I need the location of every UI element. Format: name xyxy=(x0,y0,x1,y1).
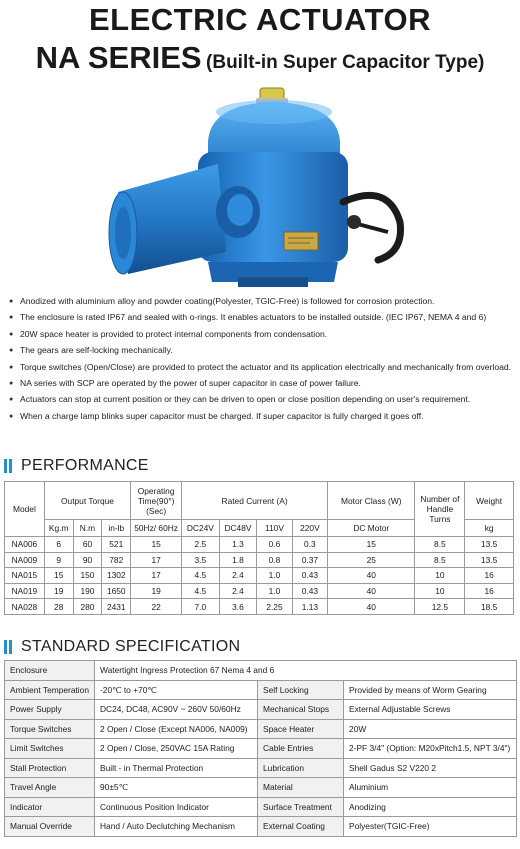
table-cell: 16 xyxy=(465,568,514,584)
spec-label: Surface Treatment xyxy=(258,797,344,817)
spec-value: Aluminium xyxy=(344,778,517,798)
table-cell: 0.6 xyxy=(257,537,292,553)
spec-label: Stall Protection xyxy=(5,758,95,778)
table-cell: 12.5 xyxy=(415,599,465,615)
table-cell: 782 xyxy=(102,552,131,568)
sub-110v: 110V xyxy=(257,520,292,537)
table-row xyxy=(5,599,514,615)
table-cell: 190 xyxy=(73,583,102,599)
feature-list xyxy=(8,296,514,427)
spec-label: Indicator xyxy=(5,797,95,817)
model-cell: NA006 xyxy=(5,537,45,553)
table-cell: 40 xyxy=(328,583,415,599)
table-row xyxy=(5,719,517,739)
table-row xyxy=(5,758,517,778)
page-title: ELECTRIC ACTUATOR xyxy=(88,2,432,37)
table-cell: 2.4 xyxy=(219,583,257,599)
heading-bar-icon xyxy=(4,459,7,473)
spec-label: Space Heater xyxy=(258,719,344,739)
spec-value: Shell Gadus S2 V220 2 xyxy=(344,758,517,778)
col-handle-turns: Number of Handle Turns xyxy=(415,482,465,537)
table-cell: 3.5 xyxy=(182,552,220,568)
sub-220v: 220V xyxy=(292,520,327,537)
col-model: Model xyxy=(5,482,45,537)
spec-label: Ambient Temperation xyxy=(5,680,95,700)
sub-dc24: DC24V xyxy=(182,520,220,537)
sub-nm: N.m xyxy=(73,520,102,537)
table-cell: 10 xyxy=(415,568,465,584)
table-cell: 0.8 xyxy=(257,552,292,568)
table-row xyxy=(5,661,517,681)
table-row xyxy=(5,552,514,568)
table-cell: 13.5 xyxy=(465,537,514,553)
sub-kgm: Kg.m xyxy=(44,520,73,537)
spec-value: DC24, DC48, AC90V ~ 260V 50/60Hz xyxy=(95,700,258,720)
table-cell: 1.13 xyxy=(292,599,327,615)
table-cell: 1.0 xyxy=(257,568,292,584)
spec-label: Mechanical Stops xyxy=(258,700,344,720)
table-cell: 4.5 xyxy=(182,568,220,584)
table-cell: 1.0 xyxy=(257,583,292,599)
table-cell: 16 xyxy=(465,583,514,599)
list-item: ● Actuators can stop at current position or they can be driven to open or close position depending on user's requirement. xyxy=(8,394,514,405)
spec-value: Continuous Position Indicator xyxy=(95,797,258,817)
table-row xyxy=(5,739,517,759)
col-weight: Weight xyxy=(465,482,514,520)
table-cell: 15 xyxy=(44,568,73,584)
list-item: ● Anodized with aluminium alloy and powder coating(Polyester, TGIC-Free) is followed for corrosion protection. xyxy=(8,296,514,307)
table-cell: 2.25 xyxy=(257,599,292,615)
model-cell: NA028 xyxy=(5,599,45,615)
spec-value: Polyester(TGIC-Free) xyxy=(344,817,517,837)
list-item: ● 20W space heater is provided to protect internal components from condensation. xyxy=(8,329,514,340)
section-title: STANDARD SPECIFICATION xyxy=(21,638,241,655)
model-cell: NA019 xyxy=(5,583,45,599)
table-row xyxy=(5,778,517,798)
sub-hz: 50Hz/ 60Hz xyxy=(131,520,182,537)
spec-value: 2-PF 3/4" (Option: M20xPitch1.5, NPT 3/4") xyxy=(344,739,517,759)
spec-label: Limit Switches xyxy=(5,739,95,759)
table-cell: 22 xyxy=(131,599,182,615)
table-cell: 40 xyxy=(328,568,415,584)
spec-value: 2 Open / Close, 250VAC 15A Rating xyxy=(95,739,258,759)
page-subtitle xyxy=(0,40,520,76)
spec-label: Cable Entries xyxy=(258,739,344,759)
sub-inlb: in-lb xyxy=(102,520,131,537)
performance-heading xyxy=(4,457,149,475)
list-item: ● Torque switches (Open/Close) are provided to protect the actuator and its application electrically and mechanically from overload. xyxy=(8,362,514,373)
section-title: PERFORMANCE xyxy=(21,457,149,474)
table-cell: 0.43 xyxy=(292,568,327,584)
model-cell: NA009 xyxy=(5,552,45,568)
table-cell: 60 xyxy=(73,537,102,553)
sub-kg: kg xyxy=(465,520,514,537)
table-cell: 7.0 xyxy=(182,599,220,615)
spec-value: -20℃ to +70℃ xyxy=(95,680,258,700)
heading-bar-icon xyxy=(9,640,12,654)
heading-bar-icon xyxy=(9,459,12,473)
table-cell: 13.5 xyxy=(465,552,514,568)
table-cell: 18.5 xyxy=(465,599,514,615)
table-cell: 0.37 xyxy=(292,552,327,568)
spec-value: Hand / Auto Declutching Mechanism xyxy=(95,817,258,837)
series-type: (Built-in Super Capacitor Type) xyxy=(206,52,485,73)
table-cell: 150 xyxy=(73,568,102,584)
spec-value: Anodizing xyxy=(344,797,517,817)
table-cell: 19 xyxy=(131,583,182,599)
col-motor-class: Motor Class (W) xyxy=(328,482,415,520)
spec-value: 2 Open / Close (Except NA006, NA009) xyxy=(95,719,258,739)
table-row xyxy=(5,537,514,553)
table-cell: 1302 xyxy=(102,568,131,584)
spec-value: 20W xyxy=(344,719,517,739)
table-cell: 2431 xyxy=(102,599,131,615)
table-cell: 4.5 xyxy=(182,583,220,599)
table-cell: 10 xyxy=(415,583,465,599)
table-cell: 25 xyxy=(328,552,415,568)
table-cell: 0.3 xyxy=(292,537,327,553)
table-cell: 19 xyxy=(44,583,73,599)
table-row xyxy=(5,568,514,584)
actuator-image xyxy=(88,82,418,292)
spec-label: Travel Angle xyxy=(5,778,95,798)
series-name: NA SERIES xyxy=(35,40,202,75)
table-cell: 1.8 xyxy=(219,552,257,568)
table-cell: 17 xyxy=(131,552,182,568)
table-cell: 8.5 xyxy=(415,537,465,553)
spec-table xyxy=(4,660,517,837)
spec-label: Power Supply xyxy=(5,700,95,720)
table-cell: 2.5 xyxy=(182,537,220,553)
table-row xyxy=(5,797,517,817)
table-cell: 17 xyxy=(131,568,182,584)
heading-bar-icon xyxy=(4,640,7,654)
list-item: ● NA series with SCP are operated by the power of super capacitor in case of power failure. xyxy=(8,378,514,389)
performance-table xyxy=(4,481,514,615)
table-cell: 521 xyxy=(102,537,131,553)
table-cell: 6 xyxy=(44,537,73,553)
spec-value: Built - in Thermal Protection xyxy=(95,758,258,778)
table-cell: 8.5 xyxy=(415,552,465,568)
table-row xyxy=(5,680,517,700)
col-rated-current: Rated Current (A) xyxy=(182,482,328,520)
spec-value: Provided by means of Worm Gearing xyxy=(344,680,517,700)
col-operating-time: Operating Time(90°) (Sec) xyxy=(131,482,182,520)
table-cell: 15 xyxy=(131,537,182,553)
list-item: ● The gears are self-locking mechanically. xyxy=(8,345,514,356)
table-cell: 1650 xyxy=(102,583,131,599)
spec-heading xyxy=(4,638,240,656)
table-cell: 90 xyxy=(73,552,102,568)
spec-label: Self Locking xyxy=(258,680,344,700)
spec-label: Manual Override xyxy=(5,817,95,837)
table-cell: 28 xyxy=(44,599,73,615)
spec-value: External Adjustable Screws xyxy=(344,700,517,720)
table-cell: 3.6 xyxy=(219,599,257,615)
table-cell: 9 xyxy=(44,552,73,568)
table-row xyxy=(5,700,517,720)
table-cell: 2.4 xyxy=(219,568,257,584)
table-cell: 1.3 xyxy=(219,537,257,553)
spec-label: Lubrication xyxy=(258,758,344,778)
sub-dc-motor: DC Motor xyxy=(328,520,415,537)
table-cell: 0.43 xyxy=(292,583,327,599)
table-cell: 15 xyxy=(328,537,415,553)
spec-label: Material xyxy=(258,778,344,798)
sub-dc48: DC48V xyxy=(219,520,257,537)
spec-value: 90±5℃ xyxy=(95,778,258,798)
table-cell: 280 xyxy=(73,599,102,615)
col-output-torque: Output Torque xyxy=(44,482,130,520)
spec-label: Torque Switches xyxy=(5,719,95,739)
list-item: ● The enclosure is rated IP67 and sealed with o-rings. It enables actuators to be installed outside. (IEC IP67, NEMA 4 and 6) xyxy=(8,312,514,323)
table-row xyxy=(5,583,514,599)
spec-label: Enclosure xyxy=(5,661,95,681)
model-cell: NA015 xyxy=(5,568,45,584)
table-cell: 40 xyxy=(328,599,415,615)
spec-label: External Coating xyxy=(258,817,344,837)
list-item: ● When a charge lamp blinks super capacitor must be charged. If super capacitor is fully charged it goes off. xyxy=(8,411,514,422)
table-row xyxy=(5,817,517,837)
spec-value: Watertight Ingress Protection 67 Nema 4 and 6 xyxy=(95,661,517,681)
